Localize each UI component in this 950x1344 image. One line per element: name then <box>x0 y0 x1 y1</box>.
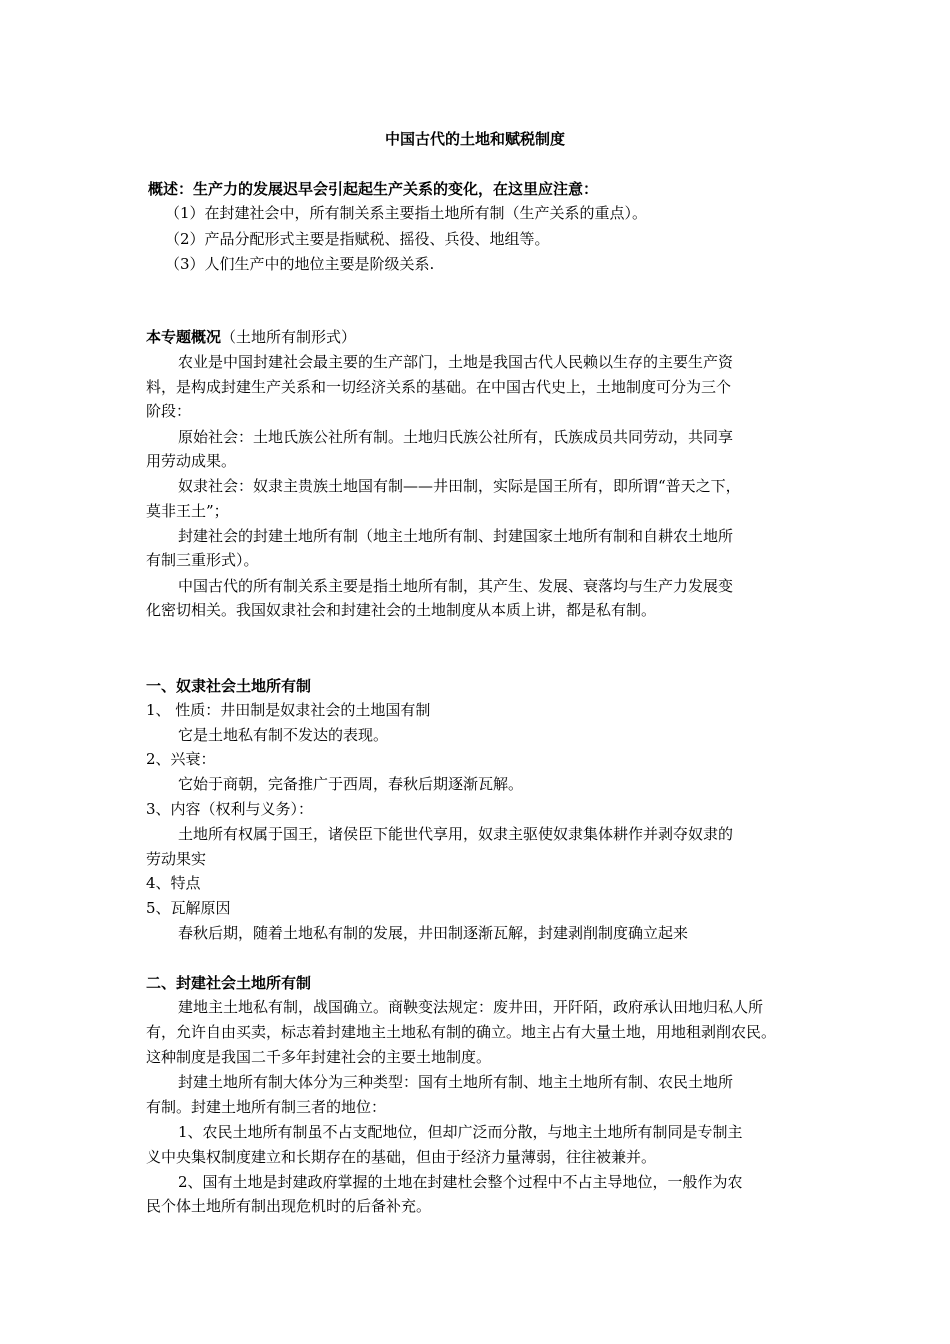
section2-line: 义中央集权制度建立和长期存在的基础，但由于经济力量薄弱，往往被兼并。 <box>146 1148 657 1166</box>
topic-line: 有制三重形式）。 <box>146 551 259 569</box>
overview-item: （3）人们生产中的地位主要是阶级关系. <box>165 255 435 273</box>
section2-line: 建地主土地私有制，战国确立。商鞅变法规定：废井田，开阡陌，政府承认田地归私人所 <box>178 998 764 1016</box>
topic-line: 中国古代的所有制关系主要是指土地所有制，其产生、发展、衰落均与生产力发展变 <box>178 577 734 595</box>
section2-line: 1、农民土地所有制虽不占支配地位，但却广泛而分散，与地主土地所有制同是专制主 <box>178 1123 743 1141</box>
topic-heading-bold: 本专题概况 <box>146 328 222 346</box>
overview-item: （1）在封建社会中，所有制关系主要指土地所有制（生产关系的重点）。 <box>165 204 648 222</box>
topic-line: 农业是中国封建社会最主要的生产部门，土地是我国古代人民赖以生存的主要生产资 <box>178 353 734 371</box>
section2-line: 2、国有土地是封建政府掌握的土地在封建杜会整个过程中不占主导地位，一般作为农 <box>178 1173 743 1191</box>
topic-line: 莫非王土”； <box>146 502 229 520</box>
section2-line: 封建土地所有制大体分为三种类型：国有土地所有制、地主土地所有制、农民土地所 <box>178 1073 734 1091</box>
section1-line: 它始于商朝，完备推广于西周，春秋后期逐渐瓦解。 <box>178 775 524 793</box>
section2-line: 有制。封建土地所有制三者的地位： <box>146 1098 387 1116</box>
section1-line: 2、兴衰： <box>146 750 216 768</box>
topic-line: 阶段： <box>146 402 192 420</box>
section2-heading: 二、封建社会土地所有制 <box>146 974 312 992</box>
topic-line: 料，是构成封建生产关系和一切经济关系的基础。在中国古代史上，土地制度可分为三个 <box>146 378 732 396</box>
section1-line: 春秋后期，随着土地私有制的发展，井田制逐渐瓦解，封建剥削制度确立起来 <box>178 924 689 942</box>
section1-heading: 一、奴隶社会土地所有制 <box>146 677 312 695</box>
topic-line: 封建社会的封建土地所有制（地主土地所有制、封建国家土地所有制和自耕农土地所 <box>178 527 734 545</box>
section1-line: 劳动果实 <box>146 850 207 868</box>
section1-line: 3、内容（权利与义务）： <box>146 800 314 818</box>
topic-line: 原始社会：土地氏族公社所有制。土地归氏族公社所有，氏族成员共同劳动，共同享 <box>178 428 734 446</box>
section1-line: 1、 性质：井田制是奴隶社会的土地国有制 <box>146 701 431 719</box>
document-title: 中国古代的土地和赋税制度 <box>384 130 565 148</box>
topic-line: 化密切相关。我国奴隶社会和封建社会的土地制度从本质上讲，都是私有制。 <box>146 601 657 619</box>
topic-line: 奴隶社会：奴隶主贵族土地国有制——井田制，实际是国王所有，即所谓“普天之下， <box>178 477 741 495</box>
section2-line: 这种制度是我国二千多年封建社会的主要土地制度。 <box>146 1048 492 1066</box>
section2-line: 有，允许自由买卖，标志着封建地主土地私有制的确立。地主占有大量土地，用地租剥削农民。 <box>146 1023 777 1041</box>
topic-heading <box>146 326 356 348</box>
section1-line: 它是土地私有制不发达的表现。 <box>178 726 389 744</box>
overview-heading: 概述：生产力的发展迟早会引起起生产关系的变化，在这里应注意： <box>148 180 599 198</box>
section1-line: 土地所有权属于国王，诸侯臣下能世代享用，奴隶主驱使奴隶集体耕作并剥夺奴隶的 <box>178 825 734 843</box>
overview-item: （2）产品分配形式主要是指赋税、摇役、兵役、地组等。 <box>165 230 550 248</box>
topic-line: 用劳动成果。 <box>146 452 237 470</box>
topic-heading-rest: （土地所有制形式） <box>221 328 357 346</box>
section1-line: 5、瓦解原因 <box>146 899 231 917</box>
section2-line: 民个体土地所有制出现危机时的后备补充。 <box>146 1197 432 1215</box>
section1-line: 4、特点 <box>146 874 201 892</box>
